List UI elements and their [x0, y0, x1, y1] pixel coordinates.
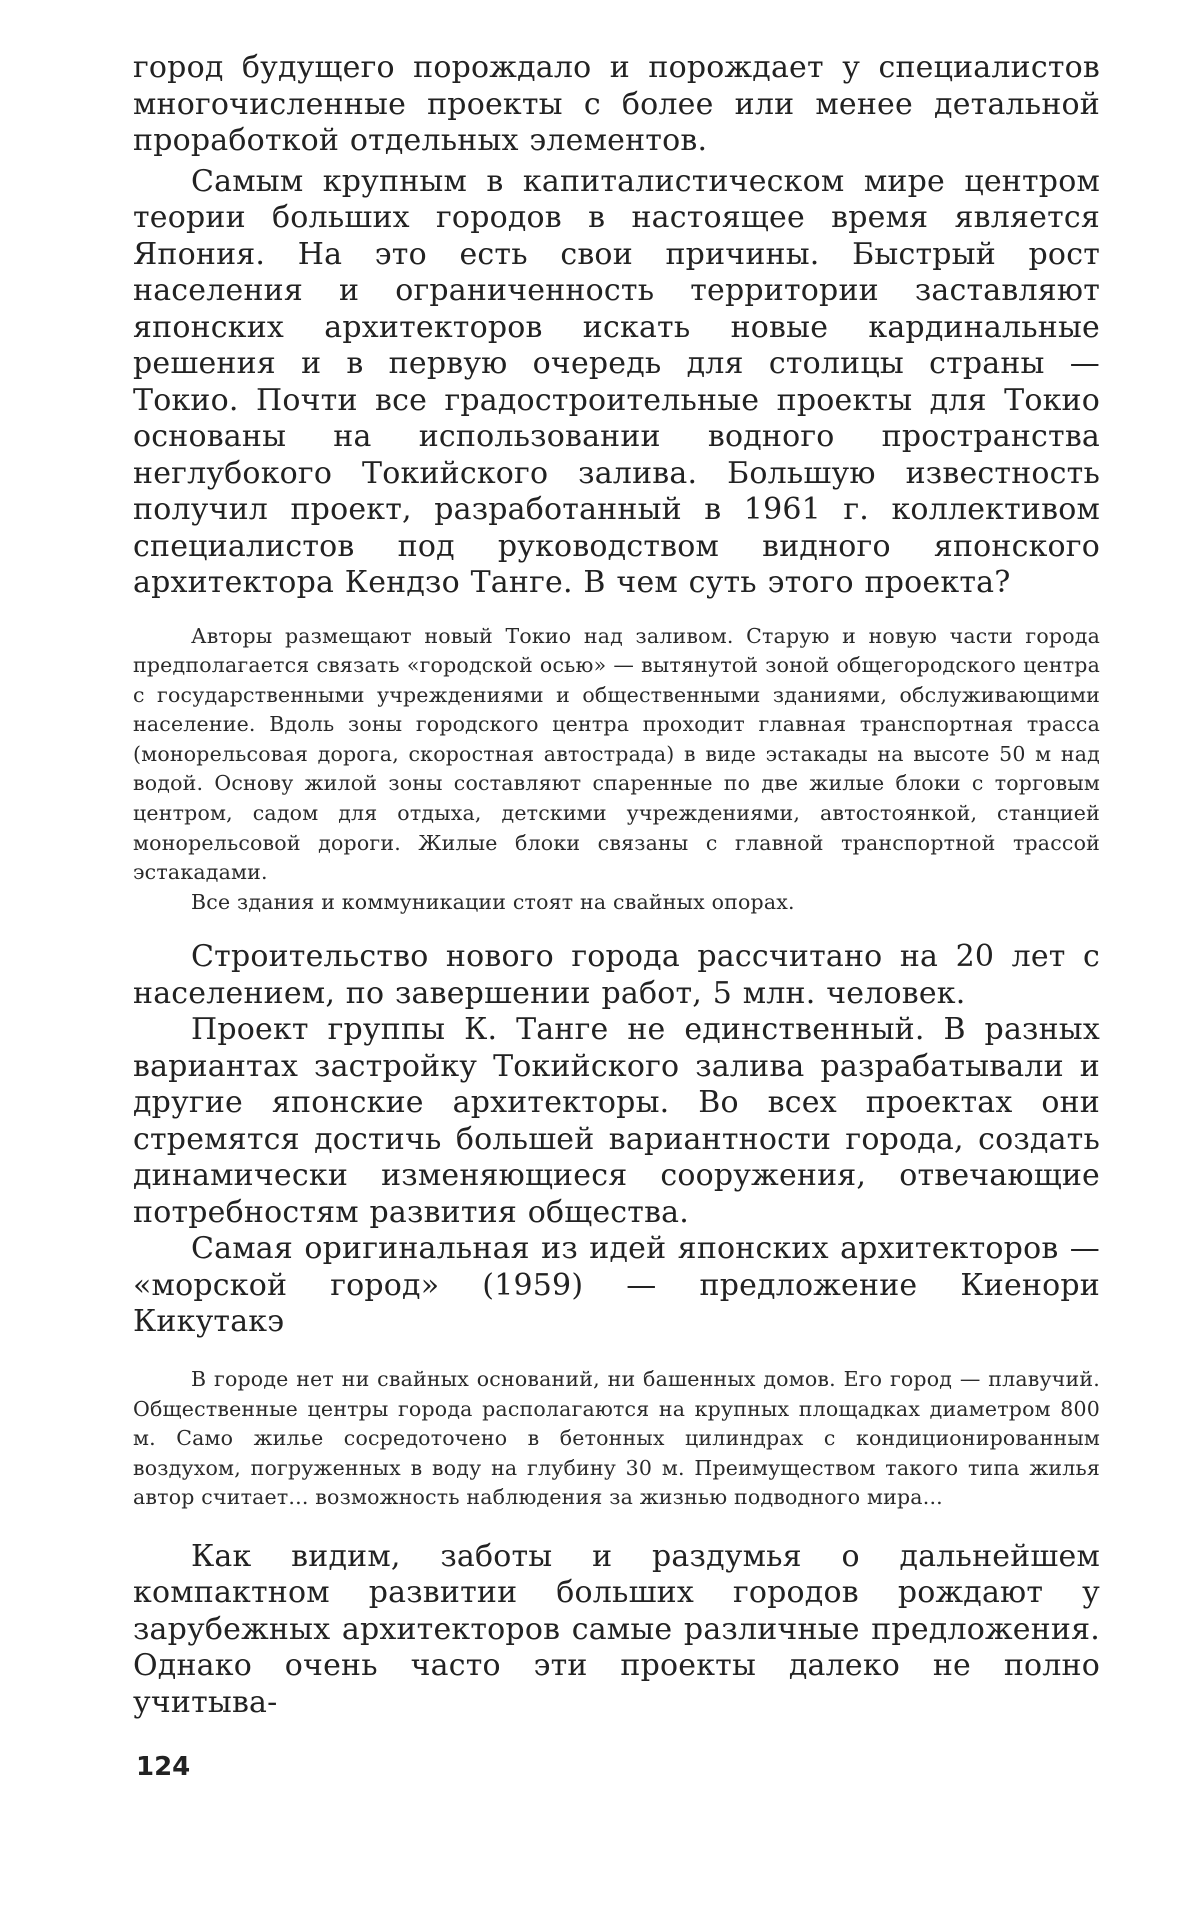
paragraph-continuation: город будущего порождало и порождает у специалистов многочисленные проекты с более или менее детальной проработкой отдельных элементов.: [133, 50, 1100, 158]
paragraph-construction-period: Строительство нового города рассчитано на 20 лет с населением, по завершении работ, 5 млн. человек.: [133, 939, 1100, 1011]
page-number: 124: [136, 1752, 191, 1782]
note-tange-supports: Все здания и коммуникации стоят на свайных опорах.: [191, 889, 795, 914]
paragraph-sea-city: Самая оригинальная из идей японских архитекторов — «морской город» (1959) — предложение Киенори Кикутакэ: [133, 1231, 1100, 1340]
note-tange-project: Авторы размещают новый Токио над заливом. Старую и новую части города предполагается связать «городской осью» — вытянутой зоной общегородского центра с государственными учреждениями и общественными зданиями, обслуживающими население. Вдоль зоны городского центра проходит главная транспортная трасса (монорельсовая дорога, скоростная автострада) в виде эстакады на высоте 50 м над водой. Основу жилой зоны составляют спаренные по две жилые блоки с торговым центром, садом для отдыха, детскими учреждениями, автостоянкой, станцией монорельсовой дороги. Жилые блоки связаны с главной транспортной трассой эстакадами.: [133, 623, 1100, 885]
note-kikutake-project: В городе нет ни свайных оснований, ни башенных домов. Его город — плавучий. Общественные центры города располагаются на крупных площадках диаметром 800 м. Само жилье сосредоточено в бетонных цилиндрах с кондиционированным воздухом, погруженных в воду на глубину 30 м. Преимуществом такого типа жилья автор считает... возможность наблюдения за жизнью подводного мира...: [133, 1366, 1100, 1510]
paragraph-japan-center: Самым крупным в капиталистическом мире центром теории больших городов в настоящее время является Япония. На это есть свои причины. Быстрый рост населения и ограниченность территории заставляют японских архитекторов искать новые кардинальные решения и в первую очередь для столицы страны — Токио. Почти все градостроительные проекты для Токио основаны на использовании водного пространства неглубокого Токийского залива. Большую известность получил проект, разработанный в 1961 г. коллективом специалистов под руководством видного японского архитектора Кендзо Танге. В чем суть этого проекта?: [133, 163, 1100, 600]
paragraph-conclusion: Как видим, заботы и раздумья о дальнейшем компактном развитии больших городов рождают у зарубежных архитекторов самые различные предложения. Однако очень часто эти проекты далеко не полно учитыва-: [133, 1538, 1100, 1720]
book-page: [133, 50, 1100, 1721]
paragraph-other-projects: Проект группы К. Танге не единственный. В разных вариантах застройку Токийского залива разрабатывали и другие японские архитекторы. Во всех проектах они стремятся достичь большей вариантности города, создать динамически изменяющиеся сооружения, отвечающие потребностям развития общества.: [133, 1012, 1100, 1230]
